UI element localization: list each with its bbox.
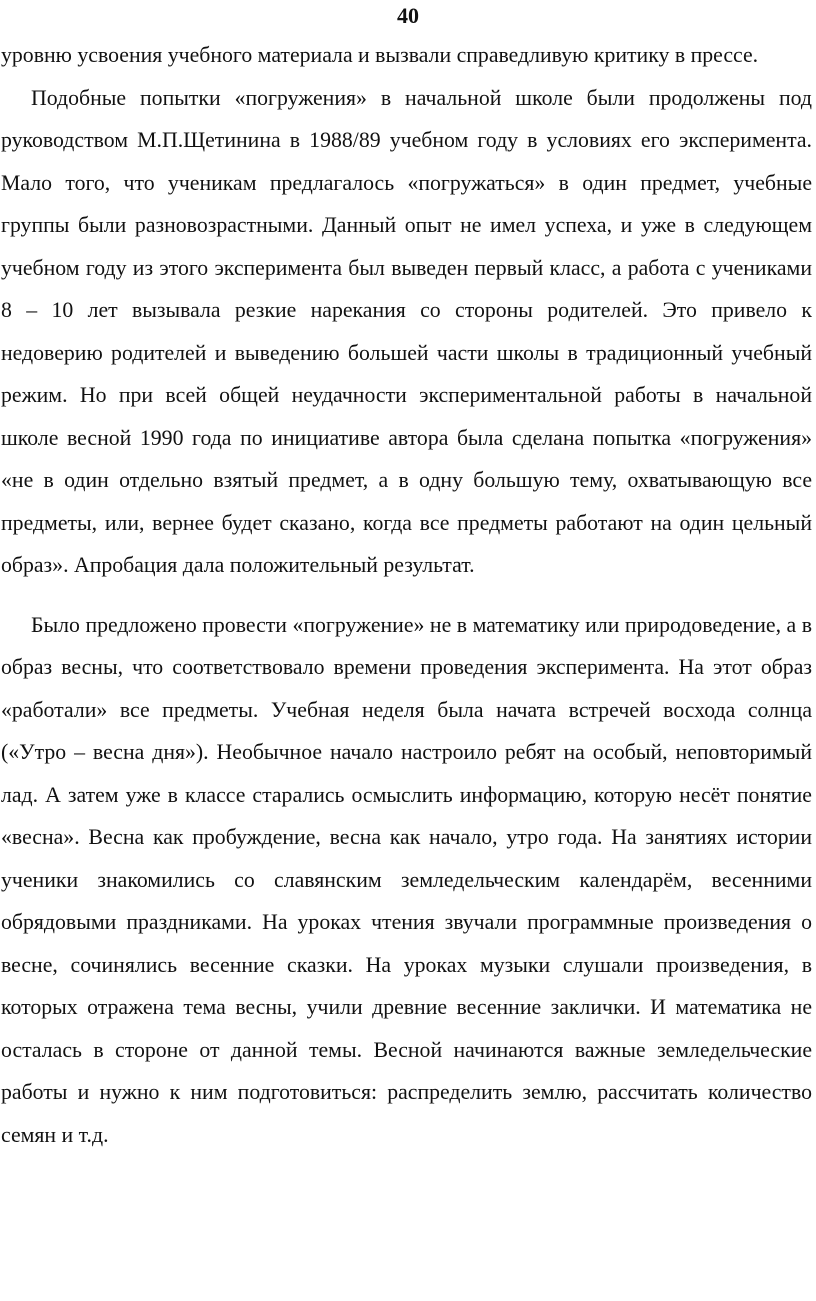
page-number: 40	[397, 3, 419, 28]
paragraph-spring-immersion: Было предложено провести «погружение» не в математику или природоведение, а в образ весны, что соответствовало времени проведения эксперимента. На этот образ «работали» все предметы. Учебная неделя была начата встречей восхода солнца («Утро – весна дня»). Необычное начало настроило ребят на особый, неповторимый лад. А затем уже в классе старались осмыслить информацию, которую несёт понятие «весна». Весна как пробуждение, весна как начало, утро года. На занятиях истории ученики знакомились со славянским земледельческим календарём, весенними обрядовыми праздниками. На уроках чтения звучали программные произведения о весне, сочинялись весенние сказки. На уроках музыки слушали произведения, в которых отражена тема весны, учили древние весенние заклички. И математика не осталась в стороне от данной темы. Весной начинаются важные земледельческие работы и нужно к ним подготовиться: распределить землю, рассчитать количество семян и т.д.	[1, 612, 812, 1147]
document-body	[0, 34, 816, 1156]
paragraph-shchetinin-experiment: Подобные попытки «погружения» в начальной школе были продолжены под руководством М.П.Щетинина в 1988/89 учебном году в условиях его эксперимента. Мало того, что ученикам предлагалось «погружаться» в один предмет, учебные группы были разновозрастными. Данный опыт не имел успеха, и уже в следующем учебном году из этого эксперимента был выведен первый класс, а работа с учениками 8 – 10 лет вызывала резкие нарекания со стороны родителей. Это привело к недоверию родителей и выведению большей части школы в традиционный учебный режим. Но при всей общей неудачности экспериментальной работы в начальной школе весной 1990 года по инициативе автора была сделана попытка «погружения» «не в один отдельно взятый предмет, а в одну большую тему, охватывающую все предметы, или, вернее будет сказано, когда все предметы работают на один цельный образ». Апробация дала положительный результат.	[1, 85, 812, 577]
paragraph-continuation: уровню усвоения учебного материала и вызвали справедливую критику в прессе.	[1, 43, 759, 67]
